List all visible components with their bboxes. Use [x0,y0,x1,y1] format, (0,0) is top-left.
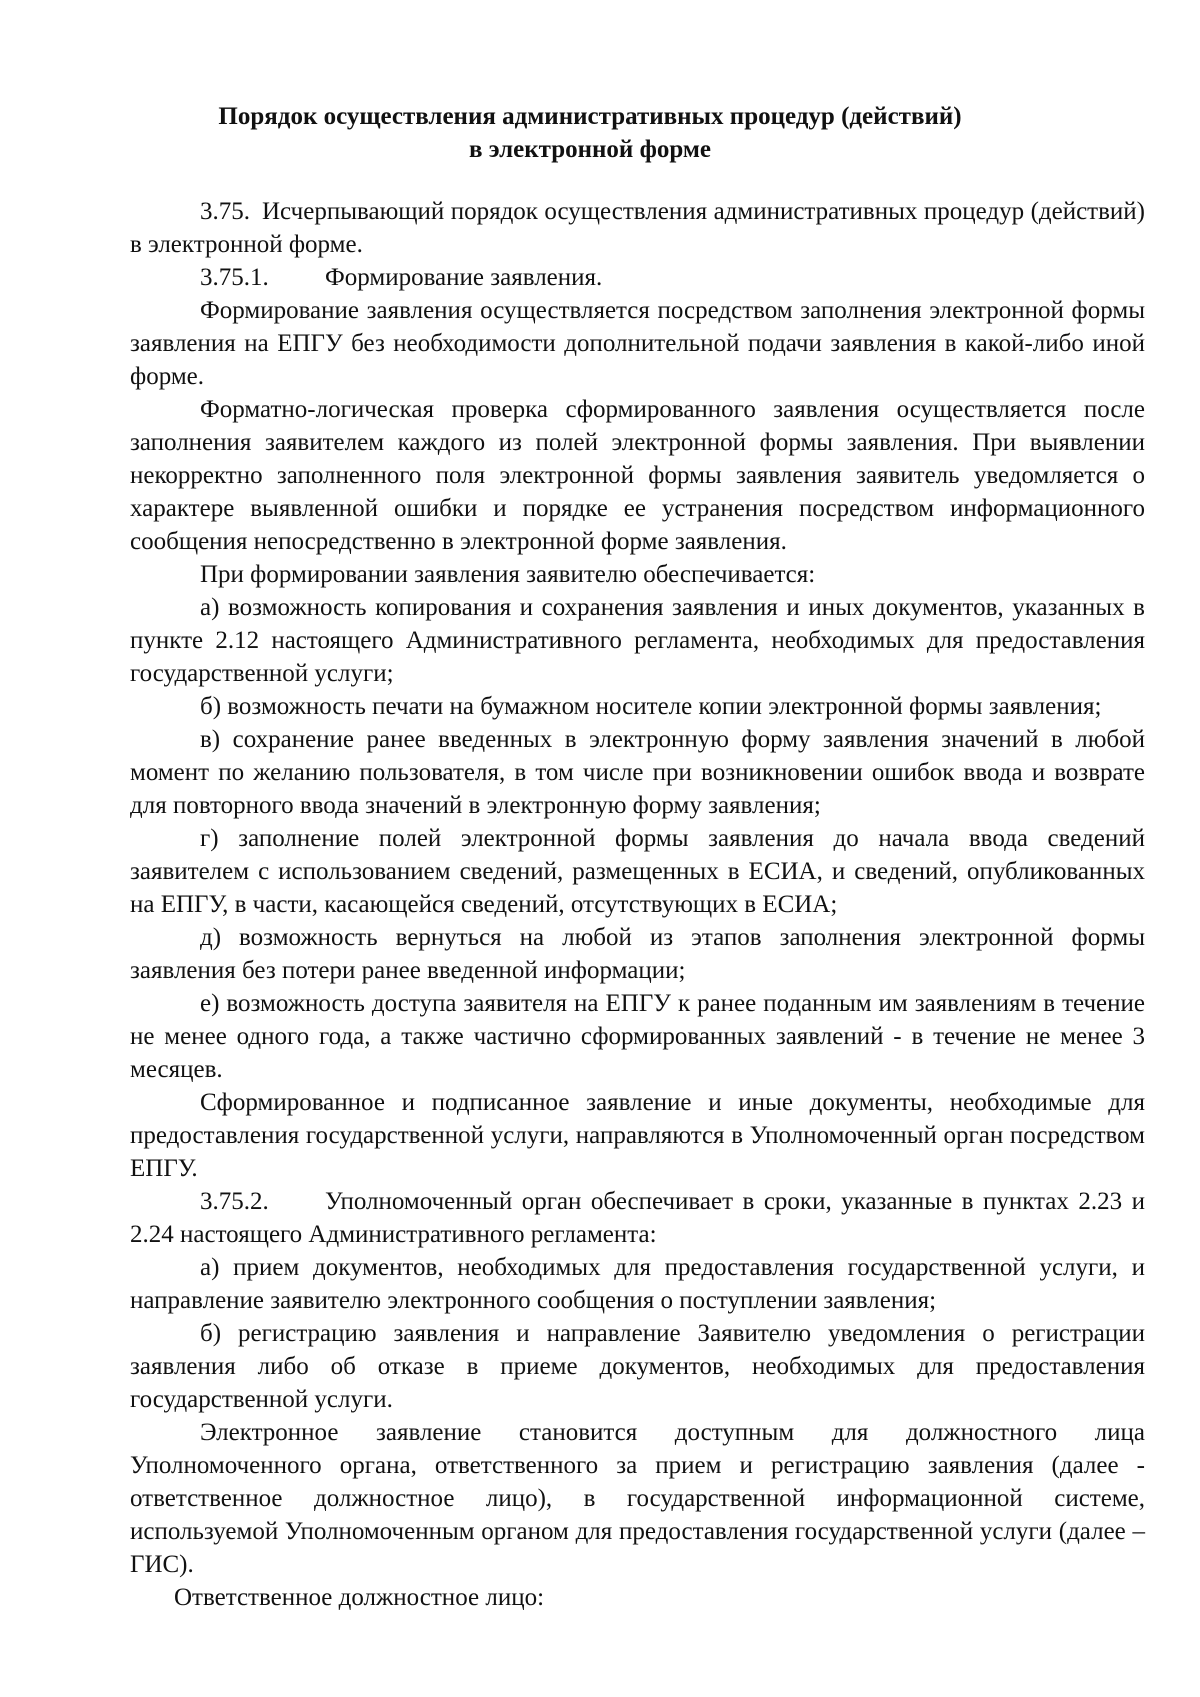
list-item-d: д) возможность вернуться на любой из этапов заполнения электронной формы заявления без потери ранее введенной информации; [130,924,1145,984]
list-item-b: б) регистрацию заявления и направление Заявителю уведомления о регистрации заявления либо об отказе в приеме документов, необходимых для предоставления государственной услуги. [130,1320,1145,1413]
paragraph: Электронное заявление становится доступным для должностного лица Уполномоченного органа, ответственного за прием и регистрацию заявления (далее - ответственное должностное лицо), в государственной информационной системе, используемой Уполномоченным органом для предоставления государственной услуги (далее – ГИС). [130,1419,1145,1578]
paragraph: Ответственное должностное лицо: [174,1584,545,1611]
list-item-e: е) возможность доступа заявителя на ЕПГУ к ранее поданным им заявлениям в течение не менее одного года, а также частично сформированных заявлений - в течение не менее 3 месяцев. [130,990,1145,1083]
list-item-a: а) возможность копирования и сохранения заявления и иных документов, указанных в пункте 2.12 настоящего Административного регламента, необходимых для предоставления государственной услуги; [130,594,1145,687]
paragraph: Форматно-логическая проверка сформированного заявления осуществляется после заполнения заявителем каждого из полей электронной формы заявления. При выявлении некорректно заполненного поля электронной формы заявления заявитель уведомляется о характере выявленной ошибки и порядке ее устранения посредством информационного сообщения непосредственно в электронной форме заявления. [130,396,1145,555]
paragraph: При формировании заявления заявителю обеспечивается: [200,561,816,588]
document-title [130,100,1050,166]
list-item-v: в) сохранение ранее введенных в электронную форму заявления значений в любой момент по желанию пользователя, в том числе при возникновении ошибок ввода и возврате для повторного ввода значений в электронную форму заявления; [130,726,1145,819]
paragraph: Сформированное и подписанное заявление и иные документы, необходимые для предоставления государственной услуги, направляются в Уполномоченный орган посредством ЕПГУ. [130,1089,1145,1182]
paragraph-text: Формирование заявления. [325,264,603,291]
paragraph-3-75-2 [130,1185,1145,1251]
paragraph-3-75-1 [130,261,1145,294]
document-body [130,195,1145,1614]
paragraph-text: Уполномоченный орган обеспечивает в сроки, указанные в пунктах 2.23 и 2.24 настоящего Административного регламента: [130,1188,1145,1248]
title-line-1: Порядок осуществления административных процедур (действий) [218,103,962,130]
clause-number: 3.75.2. [200,1188,269,1215]
clause-number: 3.75. [200,198,250,225]
paragraph: Формирование заявления осуществляется посредством заполнения электронной формы заявления на ЕПГУ без необходимости дополнительной подачи заявления в какой-либо иной форме. [130,297,1145,390]
list-item-g: г) заполнение полей электронной формы заявления до начала ввода сведений заявителем с использованием сведений, размещенных в ЕСИА, и сведений, опубликованных на ЕПГУ, в части, касающейся сведений, отсутствующих в ЕСИА; [130,825,1145,918]
list-item-a: а) прием документов, необходимых для предоставления государственной услуги, и направление заявителю электронного сообщения о поступлении заявления; [130,1254,1145,1314]
paragraph-3-75 [130,195,1145,261]
title-line-2: в электронной форме [468,136,712,163]
clause-number: 3.75.1. [200,264,269,291]
paragraph-text: Исчерпывающий порядок осуществления административных процедур (действий) в электронной форме. [130,198,1145,258]
list-item-b: б) возможность печати на бумажном носителе копии электронной формы заявления; [200,693,1102,720]
